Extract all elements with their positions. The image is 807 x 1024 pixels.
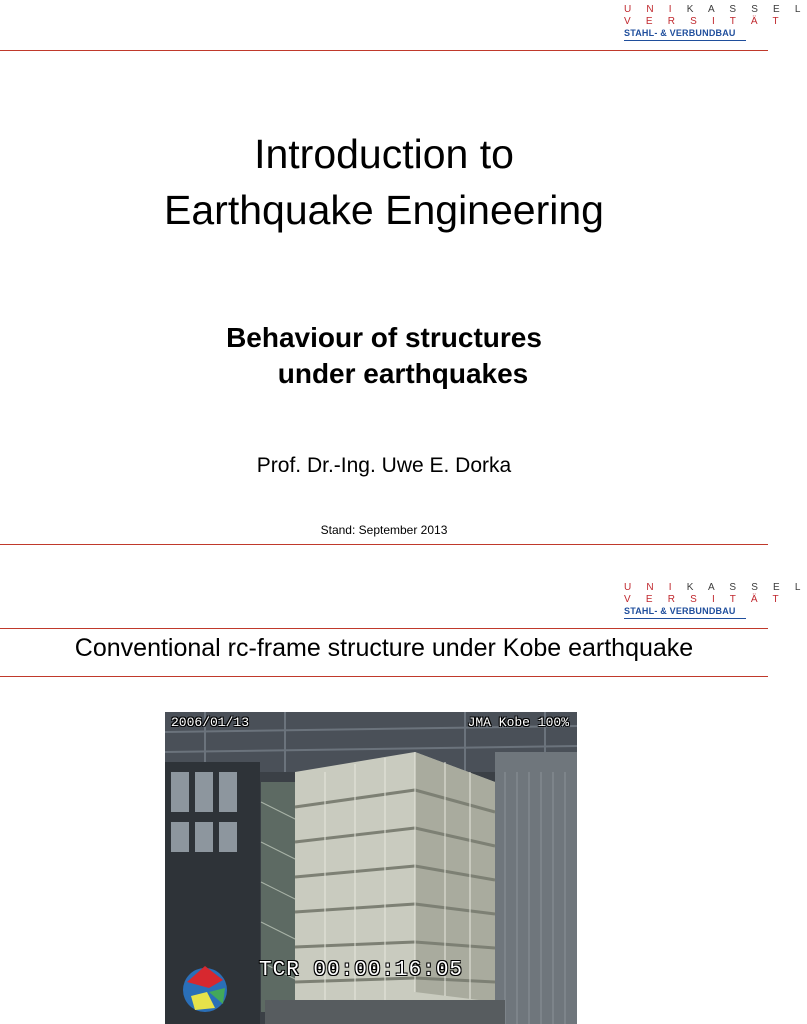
earthquake-video-frame[interactable] bbox=[165, 712, 577, 1024]
video-label-overlay: JMA Kobe 100% bbox=[467, 715, 569, 730]
header-rule bbox=[0, 50, 768, 51]
logo-kassel-text: K A S S E L bbox=[686, 582, 807, 593]
heading-bottom-rule bbox=[0, 676, 768, 677]
logo-department-text: STAHL- & VERBUNDBAU bbox=[624, 28, 736, 38]
logo-versitaet-text: V E R S I T Ä T bbox=[624, 16, 785, 27]
stand-date: Stand: September 2013 bbox=[320, 523, 448, 537]
slide-heading: Conventional rc-frame structure under Kobe earthquake bbox=[74, 634, 694, 662]
title-line-1: Introduction to bbox=[254, 131, 514, 177]
logo-department-text: STAHL- & VERBUNDBAU bbox=[624, 606, 736, 616]
title-line-2: Earthquake Engineering bbox=[164, 187, 604, 233]
logo-versitaet-text: V E R S I T Ä T bbox=[624, 594, 785, 605]
logo-uni-text: U N I bbox=[624, 4, 678, 15]
university-logo bbox=[624, 4, 807, 41]
slide-title bbox=[0, 126, 768, 238]
logo-kassel-text: K A S S E L bbox=[686, 4, 807, 15]
logo-underline bbox=[624, 40, 746, 41]
slide-subtitle bbox=[0, 320, 768, 392]
subtitle-line-2: under earthquakes bbox=[277, 358, 529, 389]
video-slide bbox=[0, 545, 807, 1024]
author-name: Prof. Dr.-Ing. Uwe E. Dorka bbox=[256, 454, 512, 477]
video-timecode-overlay: TCR 00:00:16:05 bbox=[259, 959, 464, 982]
university-logo-2 bbox=[624, 582, 807, 619]
subtitle-line-1: Behaviour of structures bbox=[226, 322, 542, 353]
logo-uni-text: U N I bbox=[624, 582, 678, 593]
logo-underline bbox=[624, 618, 746, 619]
video-date-overlay: 2006/01/13 bbox=[171, 715, 250, 730]
heading-top-rule bbox=[0, 628, 768, 629]
